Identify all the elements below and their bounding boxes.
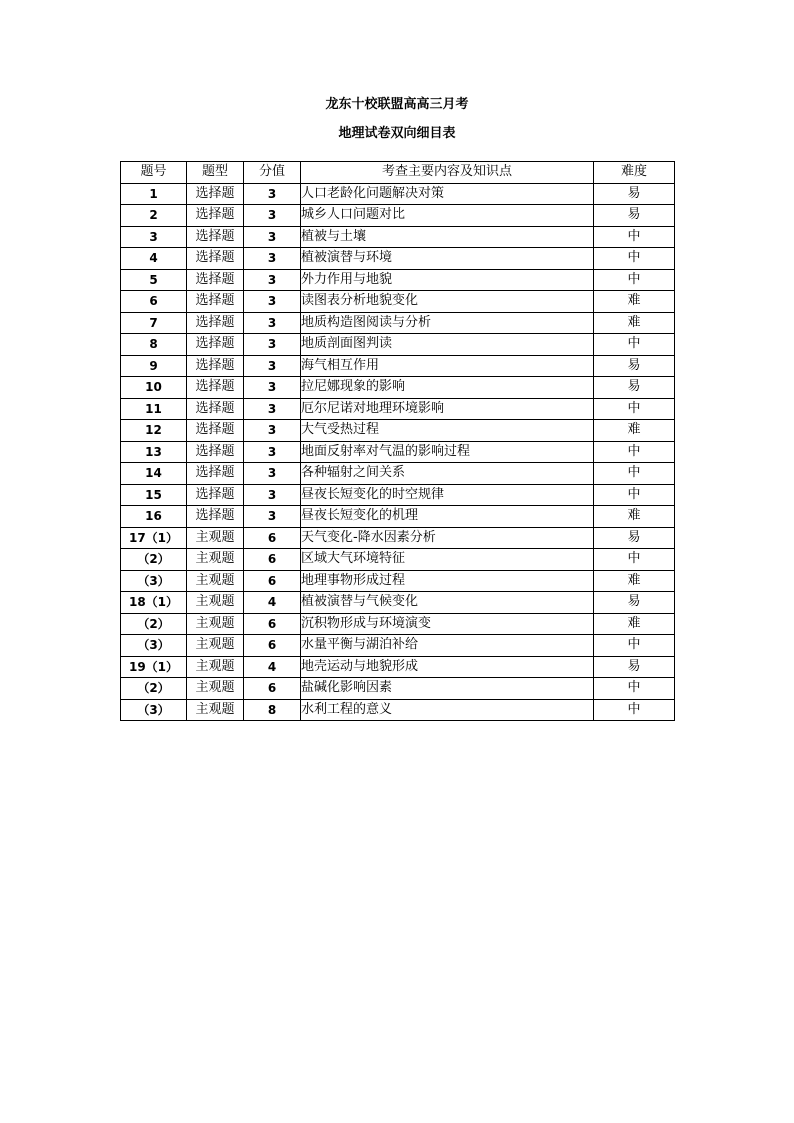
cell-score: 3	[244, 355, 301, 377]
cell-question-type: 选择题	[187, 506, 244, 528]
cell-question-type: 主观题	[187, 635, 244, 657]
cell-score: 6	[244, 570, 301, 592]
cell-score: 3	[244, 420, 301, 442]
table-row	[121, 291, 675, 313]
cell-difficulty: 中	[594, 441, 675, 463]
table-row	[121, 355, 675, 377]
cell-question-number: 4	[121, 248, 187, 270]
cell-question-number: 12	[121, 420, 187, 442]
table-row	[121, 635, 675, 657]
cell-content: 拉尼娜现象的影响	[301, 377, 594, 399]
cell-question-type: 选择题	[187, 183, 244, 205]
cell-score: 3	[244, 312, 301, 334]
cell-difficulty: 中	[594, 463, 675, 485]
cell-score: 3	[244, 205, 301, 227]
cell-score: 4	[244, 592, 301, 614]
cell-difficulty: 中	[594, 549, 675, 571]
cell-question-type: 选择题	[187, 205, 244, 227]
cell-content: 天气变化-降水因素分析	[301, 527, 594, 549]
header-content: 考查主要内容及知识点	[301, 162, 594, 184]
cell-question-type: 主观题	[187, 549, 244, 571]
cell-content: 区域大气环境特征	[301, 549, 594, 571]
cell-question-number: （2）	[121, 549, 187, 571]
cell-content: 水利工程的意义	[301, 699, 594, 721]
cell-difficulty: 易	[594, 592, 675, 614]
cell-question-number: （3）	[121, 699, 187, 721]
cell-content: 各种辐射之间关系	[301, 463, 594, 485]
table-row	[121, 398, 675, 420]
cell-difficulty: 中	[594, 334, 675, 356]
cell-question-type: 主观题	[187, 699, 244, 721]
cell-question-number: （2）	[121, 613, 187, 635]
cell-difficulty: 难	[594, 312, 675, 334]
cell-score: 3	[244, 398, 301, 420]
cell-difficulty: 中	[594, 484, 675, 506]
cell-question-number: 15	[121, 484, 187, 506]
cell-content: 城乡人口问题对比	[301, 205, 594, 227]
cell-score: 3	[244, 291, 301, 313]
cell-question-type: 选择题	[187, 420, 244, 442]
cell-question-number: 2	[121, 205, 187, 227]
cell-difficulty: 易	[594, 377, 675, 399]
cell-difficulty: 中	[594, 269, 675, 291]
cell-content: 大气受热过程	[301, 420, 594, 442]
table-row	[121, 312, 675, 334]
cell-content: 地面反射率对气温的影响过程	[301, 441, 594, 463]
cell-content: 读图表分析地貌变化	[301, 291, 594, 313]
table-row	[121, 420, 675, 442]
cell-question-type: 选择题	[187, 312, 244, 334]
table-row	[121, 592, 675, 614]
table-row	[121, 484, 675, 506]
cell-difficulty: 难	[594, 420, 675, 442]
cell-question-type: 主观题	[187, 656, 244, 678]
table-row	[121, 699, 675, 721]
cell-question-number: 19（1）	[121, 656, 187, 678]
cell-difficulty: 中	[594, 699, 675, 721]
cell-question-type: 选择题	[187, 269, 244, 291]
specification-table	[120, 161, 675, 721]
table-row	[121, 678, 675, 700]
cell-difficulty: 难	[594, 291, 675, 313]
cell-difficulty: 难	[594, 613, 675, 635]
cell-question-number: 16	[121, 506, 187, 528]
table-row	[121, 613, 675, 635]
cell-content: 水量平衡与湖泊补给	[301, 635, 594, 657]
cell-score: 3	[244, 441, 301, 463]
cell-difficulty: 中	[594, 678, 675, 700]
cell-question-type: 主观题	[187, 570, 244, 592]
cell-question-type: 选择题	[187, 441, 244, 463]
cell-content: 植被与土壤	[301, 226, 594, 248]
cell-difficulty: 中	[594, 248, 675, 270]
cell-question-number: 7	[121, 312, 187, 334]
cell-content: 人口老龄化问题解决对策	[301, 183, 594, 205]
table-row	[121, 656, 675, 678]
cell-difficulty: 难	[594, 506, 675, 528]
cell-content: 地质剖面图判读	[301, 334, 594, 356]
cell-question-type: 选择题	[187, 463, 244, 485]
table-row	[121, 226, 675, 248]
cell-question-number: 14	[121, 463, 187, 485]
cell-question-number: 13	[121, 441, 187, 463]
cell-score: 6	[244, 549, 301, 571]
cell-score: 3	[244, 484, 301, 506]
table-row	[121, 334, 675, 356]
cell-difficulty: 易	[594, 205, 675, 227]
header-question-type: 题型	[187, 162, 244, 184]
cell-question-type: 选择题	[187, 291, 244, 313]
table-body	[121, 183, 675, 721]
cell-score: 6	[244, 527, 301, 549]
cell-question-number: 11	[121, 398, 187, 420]
cell-content: 昼夜长短变化的时空规律	[301, 484, 594, 506]
table-row	[121, 269, 675, 291]
table-header-row	[121, 162, 675, 184]
cell-question-number: 9	[121, 355, 187, 377]
cell-question-type: 选择题	[187, 484, 244, 506]
cell-question-type: 选择题	[187, 334, 244, 356]
cell-score: 8	[244, 699, 301, 721]
cell-score: 3	[244, 226, 301, 248]
cell-question-type: 选择题	[187, 355, 244, 377]
table-row	[121, 248, 675, 270]
document-title: 龙东十校联盟高高三月考	[325, 97, 469, 112]
cell-difficulty: 易	[594, 656, 675, 678]
cell-question-number: 17（1）	[121, 527, 187, 549]
cell-difficulty: 难	[594, 570, 675, 592]
cell-difficulty: 中	[594, 226, 675, 248]
cell-content: 厄尔尼诺对地理环境影响	[301, 398, 594, 420]
cell-score: 3	[244, 183, 301, 205]
table-row	[121, 506, 675, 528]
header-difficulty: 难度	[594, 162, 675, 184]
cell-question-type: 主观题	[187, 592, 244, 614]
cell-question-type: 选择题	[187, 248, 244, 270]
cell-question-number: 3	[121, 226, 187, 248]
cell-content: 盐碱化影响因素	[301, 678, 594, 700]
table-row	[121, 549, 675, 571]
table-row	[121, 527, 675, 549]
cell-content: 外力作用与地貌	[301, 269, 594, 291]
cell-difficulty: 易	[594, 183, 675, 205]
cell-score: 6	[244, 635, 301, 657]
cell-question-number: 6	[121, 291, 187, 313]
cell-question-type: 选择题	[187, 398, 244, 420]
cell-content: 地理事物形成过程	[301, 570, 594, 592]
cell-question-number: 5	[121, 269, 187, 291]
cell-question-number: 10	[121, 377, 187, 399]
table-row	[121, 441, 675, 463]
cell-question-type: 选择题	[187, 226, 244, 248]
cell-difficulty: 易	[594, 355, 675, 377]
cell-score: 3	[244, 506, 301, 528]
cell-content: 海气相互作用	[301, 355, 594, 377]
cell-content: 植被演替与环境	[301, 248, 594, 270]
table-row	[121, 570, 675, 592]
cell-difficulty: 易	[594, 527, 675, 549]
cell-question-number: 1	[121, 183, 187, 205]
table-row	[121, 205, 675, 227]
cell-score: 3	[244, 377, 301, 399]
cell-score: 6	[244, 678, 301, 700]
cell-content: 沉积物形成与环境演变	[301, 613, 594, 635]
cell-score: 3	[244, 463, 301, 485]
cell-difficulty: 中	[594, 398, 675, 420]
cell-score: 3	[244, 269, 301, 291]
header-question-number: 题号	[121, 162, 187, 184]
cell-score: 3	[244, 248, 301, 270]
cell-question-type: 主观题	[187, 678, 244, 700]
cell-content: 植被演替与气候变化	[301, 592, 594, 614]
header-score: 分值	[244, 162, 301, 184]
cell-question-number: 8	[121, 334, 187, 356]
cell-score: 3	[244, 334, 301, 356]
table-row	[121, 463, 675, 485]
table-row	[121, 183, 675, 205]
cell-content: 昼夜长短变化的机理	[301, 506, 594, 528]
document-subtitle: 地理试卷双向细目表	[338, 126, 456, 141]
table-row	[121, 377, 675, 399]
cell-question-number: （3）	[121, 635, 187, 657]
cell-score: 6	[244, 613, 301, 635]
cell-content: 地质构造图阅读与分析	[301, 312, 594, 334]
cell-question-type: 主观题	[187, 613, 244, 635]
cell-question-number: （3）	[121, 570, 187, 592]
cell-score: 4	[244, 656, 301, 678]
cell-question-number: 18（1）	[121, 592, 187, 614]
cell-content: 地壳运动与地貌形成	[301, 656, 594, 678]
cell-question-type: 主观题	[187, 527, 244, 549]
cell-difficulty: 中	[594, 635, 675, 657]
cell-question-type: 选择题	[187, 377, 244, 399]
cell-question-number: （2）	[121, 678, 187, 700]
